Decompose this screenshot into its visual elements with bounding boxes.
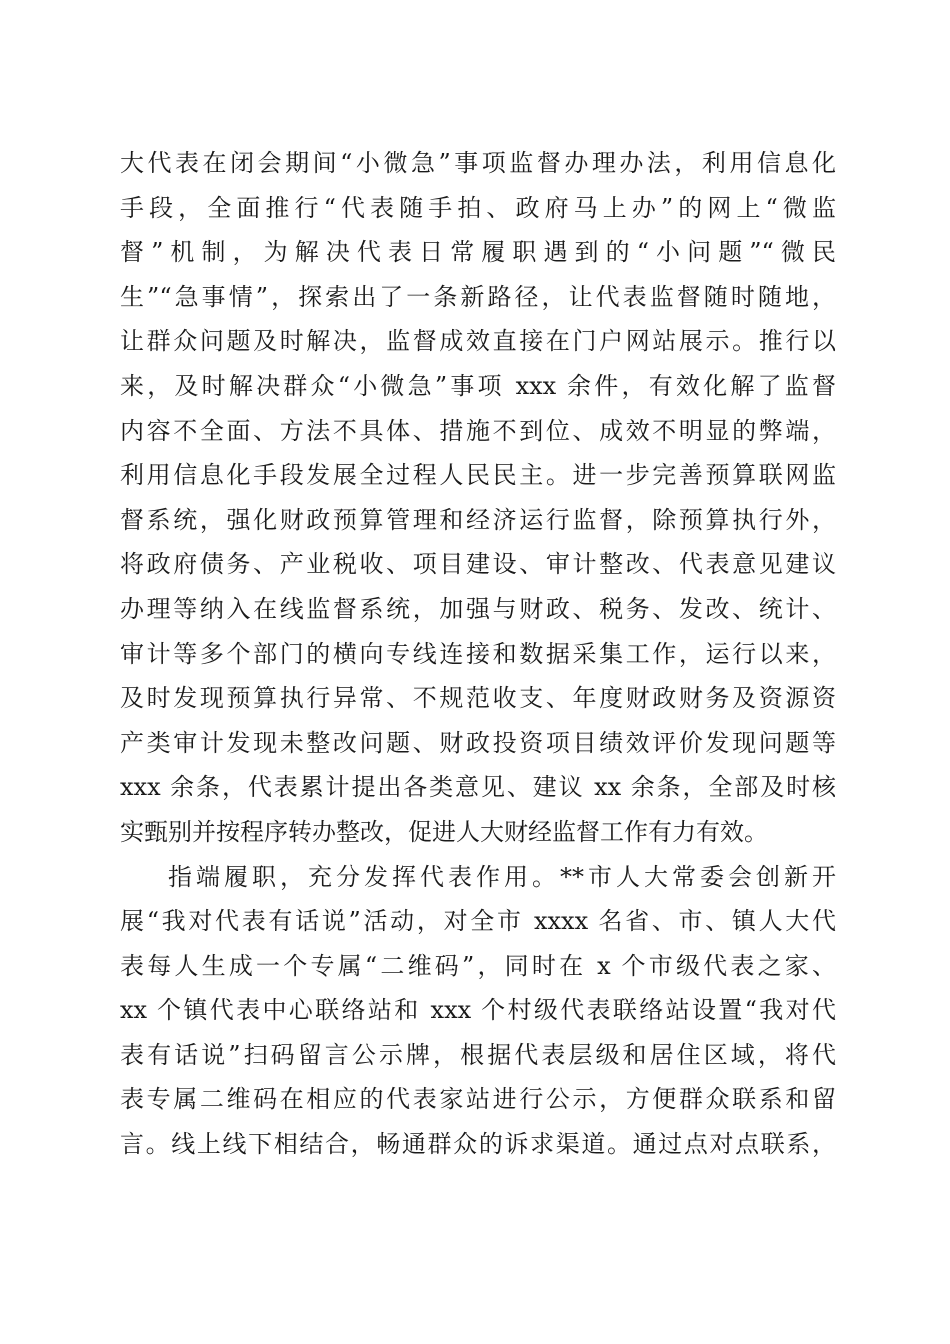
text-line: 审计等多个部门的横向专线连接和数据采集工作，运行以来， <box>120 639 836 668</box>
text-line: 表每人生成一个专属“二维码”，同时在 x 个市级代表之家、 <box>120 951 836 980</box>
text-line: 内容不全面、方法不具体、措施不到位、成效不明显的弊端， <box>120 416 836 445</box>
text-line: 表专属二维码在相应的代表家站进行公示，方便群众联系和留 <box>120 1085 836 1114</box>
text-line: 表有话说”扫码留言公示牌，根据代表层级和居住区域，将代 <box>120 1040 836 1069</box>
text-line: 展“我对代表有话说”活动，对全市 xxxx 名省、市、镇人大代 <box>120 907 836 936</box>
text-line: 督系统，强化财政预算管理和经济运行监督，除预算执行外， <box>120 505 836 534</box>
text-line: 大代表在闭会期间“小微急”事项监督办理办法，利用信息化 <box>120 149 836 177</box>
document-body <box>120 141 836 1167</box>
text-line: 让群众问题及时解决，监督成效直接在门户网站展示。推行以 <box>120 327 836 356</box>
text-line: xxx 余条，代表累计提出各类意见、建议 xx 余条，全部及时核 <box>120 773 836 802</box>
text-line: 办理等纳入在线监督系统，加强与财政、税务、发改、统计、 <box>120 594 836 623</box>
paragraph-2 <box>120 855 836 1167</box>
text-line: 实甄别并按程序转办整改，促进人大财经监督工作有力有效。 <box>120 817 768 846</box>
text-line: 督”机制，为解决代表日常履职遇到的“小问题”“微民 <box>120 238 836 267</box>
text-line: 手段，全面推行“代表随手拍、政府马上办”的网上“微监 <box>120 193 836 222</box>
text-line: 言。线上线下相结合，畅通群众的诉求渠道。通过点对点联系， <box>120 1130 836 1159</box>
paragraph-1 <box>120 141 836 855</box>
text-line: 将政府债务、产业税收、项目建设、审计整改、代表意见建议 <box>120 550 836 579</box>
text-line: 生”“急事情”，探索出了一条新路径，让代表监督随时随地， <box>120 282 836 311</box>
text-line: xx 个镇代表中心联络站和 xxx 个村级代表联络站设置“我对代 <box>120 996 836 1025</box>
text-line: 及时发现预算执行异常、不规范收支、年度财政财务及资源资 <box>120 684 836 713</box>
text-line: 来，及时解决群众“小微急”事项 xxx 余件，有效化解了监督 <box>120 371 836 400</box>
text-line: 产类审计发现未整改问题、财政投资项目绩效评价发现问题等 <box>120 728 836 757</box>
text-line: 利用信息化手段发展全过程人民民主。进一步完善预算联网监 <box>120 461 836 490</box>
text-line: 指端履职，充分发挥代表作用。**市人大常委会创新开 <box>168 862 836 891</box>
